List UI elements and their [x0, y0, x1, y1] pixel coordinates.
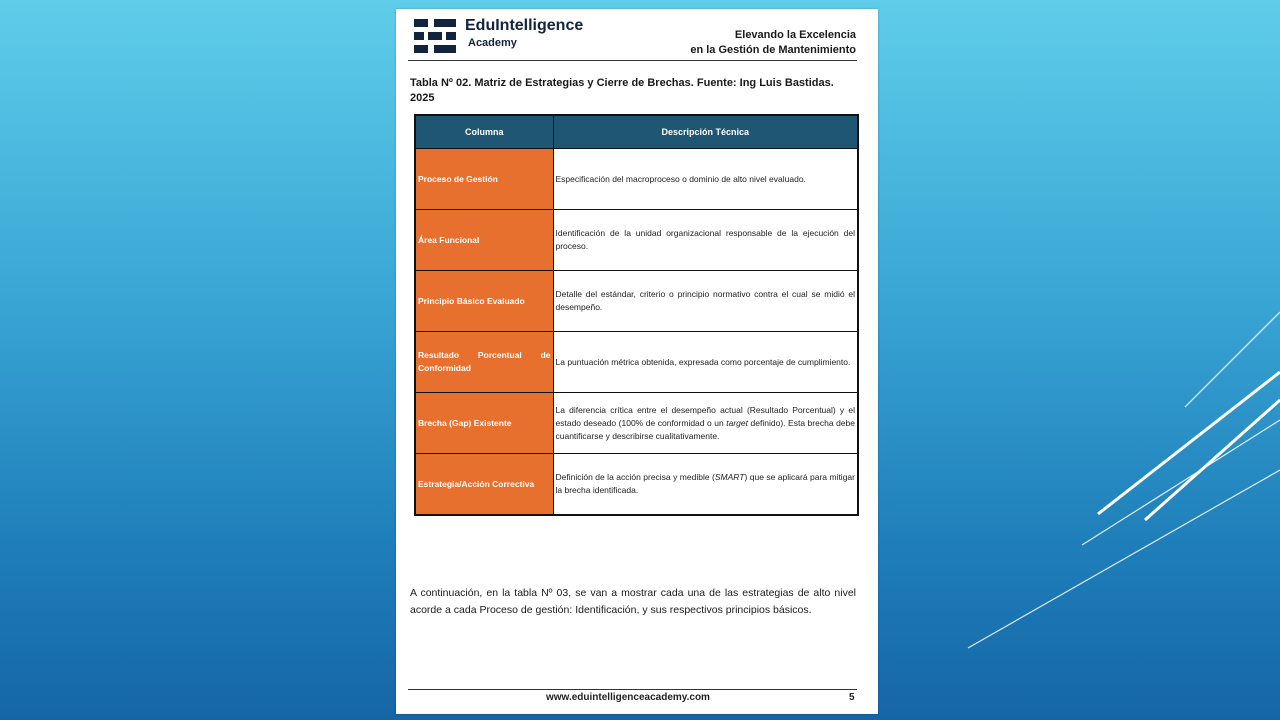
desc-part: La diferencia crítica entre el desempeño actual (Resultado Porcentual) y el estado deseado (100% de conformidad o un [555, 404, 855, 428]
row-description: Especificación del macroproceso o dominio de alto nivel evaluado. [553, 149, 858, 210]
row-description: Identificación de la unidad organizacional responsable de la ejecución del proceso. [553, 210, 858, 271]
body-paragraph: A continuación, en la tabla Nº 03, se van a mostrar cada una de las estrategias de alto nivel acorde a cada Proceso de gestión: Identificación, y sus respectivos principios básicos. [410, 587, 856, 616]
table-header-row [415, 115, 858, 149]
document-page [396, 9, 878, 714]
header-tagline [690, 28, 856, 58]
table-row [415, 454, 858, 516]
row-label: Resultado Porcentual de Conformidad [415, 332, 553, 393]
table-row [415, 393, 858, 454]
header-cell-description: Descripción Técnica [553, 115, 858, 149]
desc-part: Definición de la acción precisa y medible ( [555, 472, 715, 482]
desc-italic-term: SMART [714, 472, 745, 482]
row-label: Brecha (Gap) Existente [415, 393, 553, 454]
table-row [415, 210, 858, 271]
page-number: 5 [849, 692, 855, 703]
brand-logo [412, 17, 612, 57]
desc-part: definido). Esta brecha debe cuantificarse y describirse cualitativamente. [555, 417, 855, 441]
footer-url: www.eduintelligenceacademy.com [546, 692, 710, 703]
brand-subtitle: Academy [468, 37, 517, 49]
strategy-matrix-table [414, 114, 859, 516]
brand-name: EduIntelligence [465, 17, 584, 34]
row-description [553, 393, 858, 454]
row-description: La puntuación métrica obtenida, expresada como porcentaje de cumplimiento. [553, 332, 858, 393]
row-description: Detalle del estándar, criterio o principio normativo contra el cual se midió el desempeño. [553, 271, 858, 332]
row-label: Proceso de Gestión [415, 149, 553, 210]
desc-part: ) que se aplicará para mitigar la brecha identificada. [555, 472, 855, 495]
table-row [415, 332, 858, 393]
header-cell-column: Columna [415, 115, 553, 149]
row-label: Área Funcional [415, 210, 553, 271]
stacked-bars-logo-icon [412, 17, 458, 55]
desc-italic-term: target [726, 417, 749, 428]
footer-divider [408, 689, 857, 690]
tagline-line-1: Elevando la Excelencia [734, 29, 856, 41]
table-row [415, 271, 858, 332]
tagline-line-2: en la Gestión de Mantenimiento [690, 44, 856, 56]
row-label: Principio Básico Evaluado [415, 271, 553, 332]
row-label: Estrategia/Acción Correctiva [415, 454, 553, 516]
table-row [415, 149, 858, 210]
table-caption: Tabla Nº 02. Matriz de Estrategias y Cierre de Brechas. Fuente: Ing Luis Bastidas. 2025 [410, 77, 834, 104]
row-description [553, 454, 858, 516]
header-divider [408, 60, 857, 61]
